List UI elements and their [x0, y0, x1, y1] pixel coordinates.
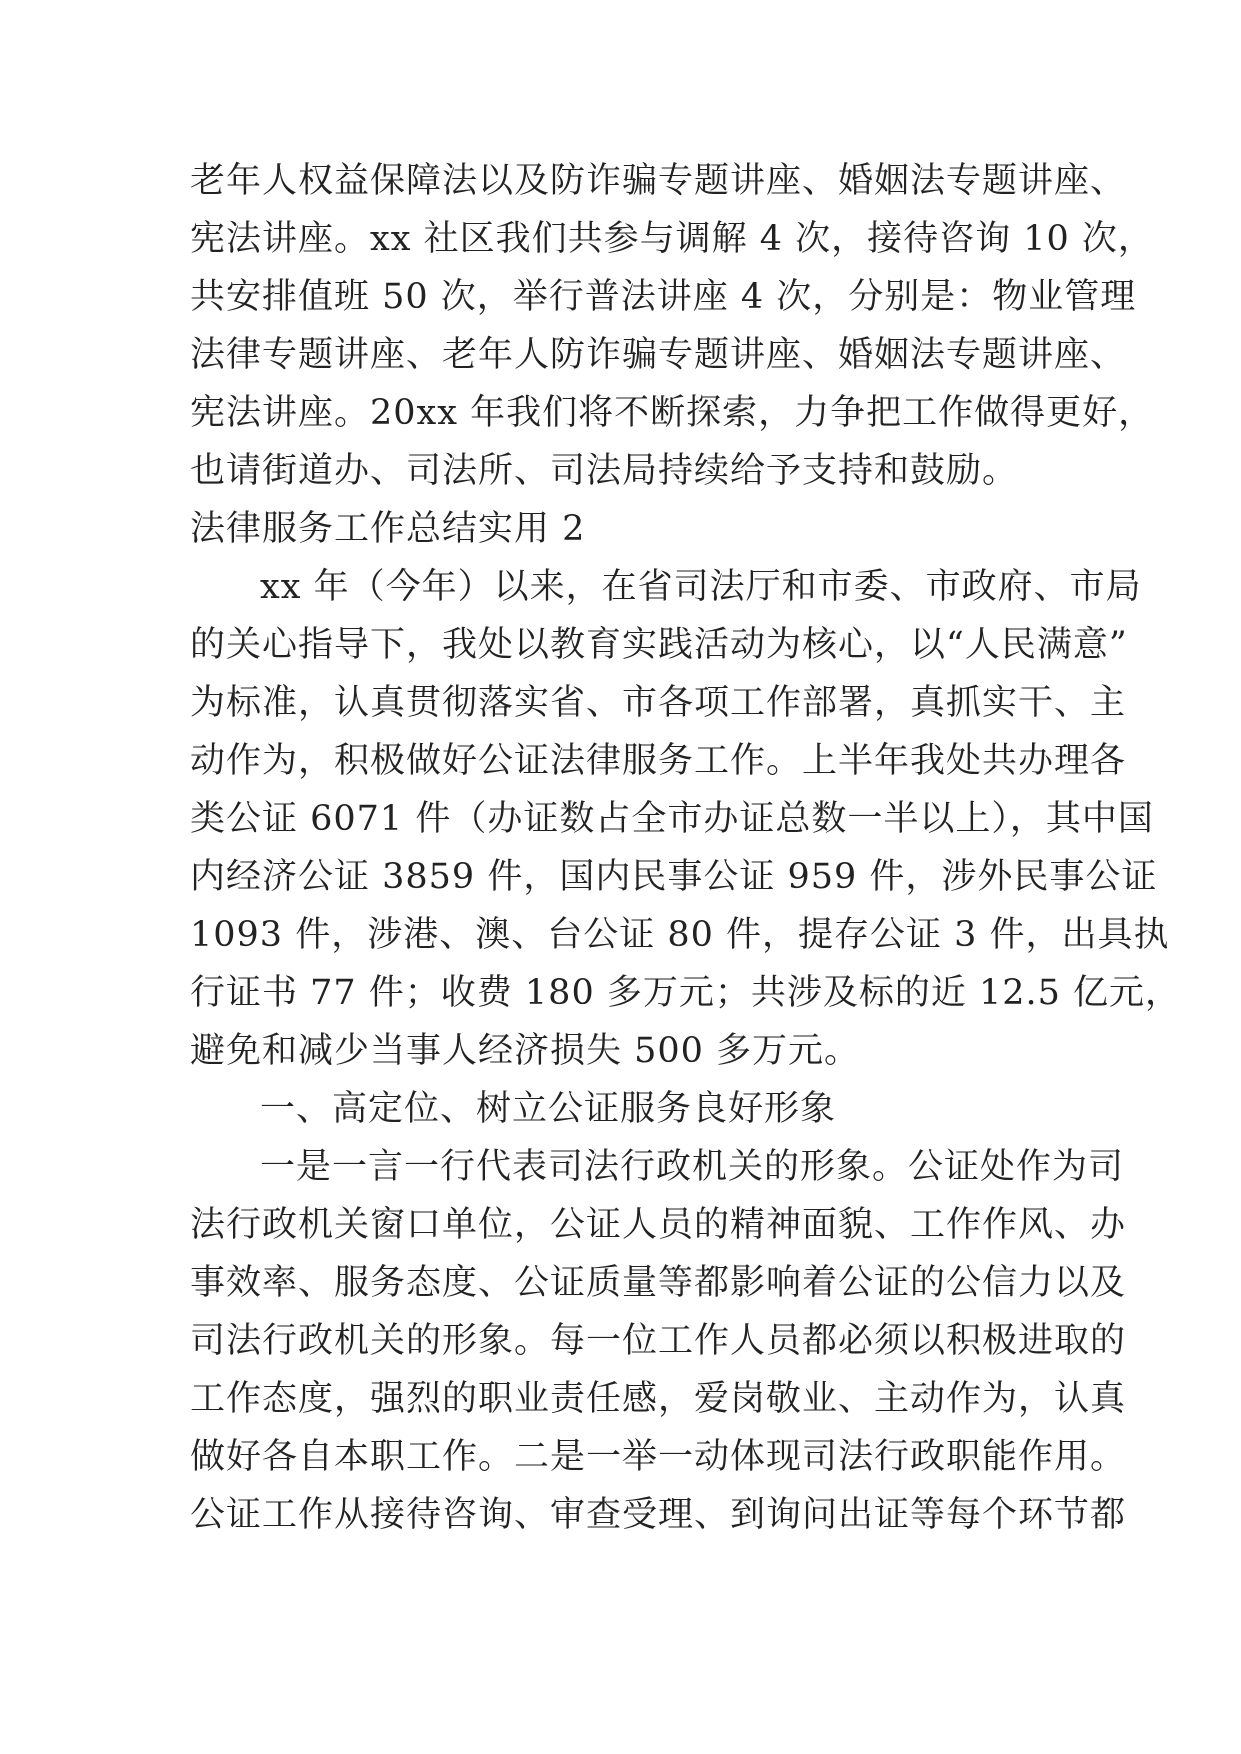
text-line: 工作态度，强烈的职业责任感，爱岗敬业、主动作为，认真 [190, 1379, 1127, 1419]
text-line: 动作为，积极做好公证法律服务工作。上半年我处共办理各 [190, 741, 1127, 781]
text-line: 类公证 6071 件（办证数占全市办证总数一半以上），其中国 [190, 799, 1154, 839]
text-line: 司法行政机关的形象。每一位工作人员都必须以积极进取的 [190, 1321, 1127, 1361]
text-line: 为标准，认真贯彻落实省、市各项工作部署，真抓实干、主 [190, 683, 1127, 723]
text-line: 法行政机关窗口单位，公证人员的精神面貌、工作作风、办 [190, 1205, 1127, 1245]
subsection-heading: 一、高定位、树立公证服务良好形象 [260, 1089, 837, 1129]
text-line: 公证工作从接待咨询、审查受理、到询问出证等每个环节都 [190, 1495, 1127, 1535]
section-heading: 法律服务工作总结实用 2 [190, 509, 586, 549]
text-line: 事效率、服务态度、公证质量等都影响着公证的公信力以及 [190, 1263, 1127, 1303]
text-line: 的关心指导下，我处以教育实践活动为核心，以“人民满意” [190, 625, 1128, 665]
document-body [190, 152, 1182, 1544]
text-line: 1093 件，涉港、澳、台公证 80 件，提存公证 3 件，出具执 [190, 915, 1170, 955]
text-line: 老年人权益保障法以及防诈骗专题讲座、婚姻法专题讲座、 [190, 161, 1127, 201]
text-line: 内经济公证 3859 件，国内民事公证 959 件，涉外民事公证 [190, 857, 1158, 897]
text-line: 行证书 77 件；收费 180 多万元；共涉及标的近 12.5 亿元， [190, 973, 1182, 1013]
text-line: 做好各自本职工作。二是一举一动体现司法行政职能作用。 [190, 1437, 1127, 1477]
text-line: 也请街道办、司法所、司法局持续给予支持和鼓励。 [190, 451, 1019, 491]
text-line: 法律专题讲座、老年人防诈骗专题讲座、婚姻法专题讲座、 [190, 335, 1127, 375]
text-line: 一是一言一行代表司法行政机关的形象。公证处作为司 [260, 1147, 1125, 1187]
text-line: 共安排值班 50 次，举行普法讲座 4 次，分别是：物业管理 [190, 277, 1137, 317]
text-line: xx 年（今年）以来，在省司法厅和市委、市政府、市局 [260, 567, 1142, 607]
text-line: 避免和减少当事人经济损失 500 多万元。 [190, 1031, 861, 1071]
text-line: 宪法讲座。xx 社区我们共参与调解 4 次，接待咨询 10 次， [190, 219, 1154, 259]
text-line: 宪法讲座。20xx 年我们将不断探索，力争把工作做得更好， [190, 393, 1155, 433]
